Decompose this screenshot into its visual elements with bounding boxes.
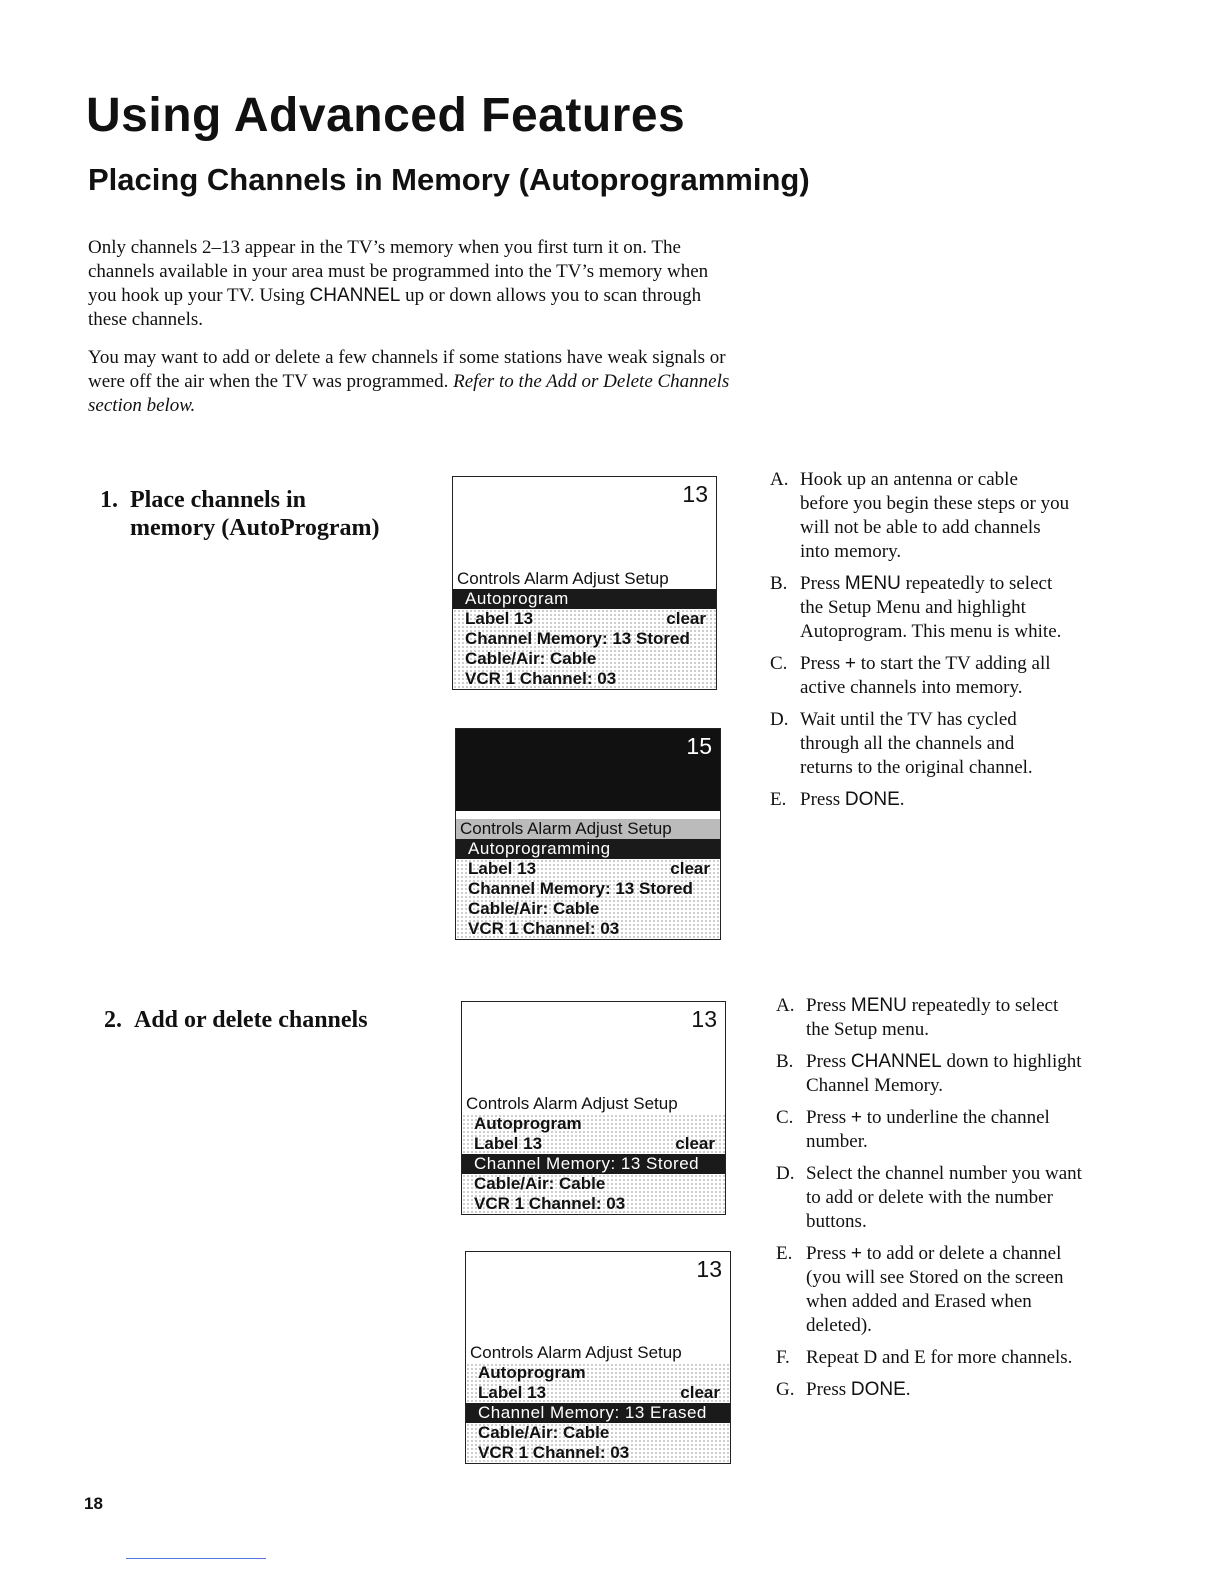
menu-item-highlighted: Channel Memory: 13 Erased [466, 1403, 730, 1423]
channel-number: 15 [686, 733, 712, 759]
menu-item-highlighted: Autoprogramming [456, 839, 720, 859]
menu-bar: Controls Alarm Adjust Setup [457, 569, 669, 588]
channel-number: 13 [696, 1256, 722, 1282]
menu-item-cable-air: Cable/Air: Cable [468, 899, 600, 918]
key-menu: MENU [850, 995, 907, 1016]
menu-item-highlighted: Channel Memory: 13 Stored [462, 1154, 725, 1174]
tv-screen-channel-erased [465, 1251, 731, 1464]
step-2-instructions [776, 994, 1086, 1410]
menu-item-highlighted: Autoprogram [453, 589, 716, 609]
key-menu: MENU [844, 573, 901, 594]
cross-reference: Refer to the Add or Delete Channels section below. [88, 371, 730, 416]
step-1-heading: 1. Place channels in memory (AutoProgram) [100, 487, 380, 541]
instruction-item: B. Press CHANNEL down to highlight Channel Memory. [776, 1051, 1082, 1096]
menu-item-vcr-channel: VCR 1 Channel: 03 [465, 669, 617, 688]
channel-number: 13 [682, 481, 708, 507]
menu-item-cable-air: Cable/Air: Cable [478, 1423, 610, 1442]
tv-screen-autoprogramming [455, 728, 721, 940]
tv-screen-autoprogram [452, 476, 717, 690]
instruction-item: A. Hook up an antenna or cable before you begin these steps or you will not be able to add channels into memory. [770, 469, 1070, 562]
menu-item-autoprogram: Autoprogram [478, 1363, 586, 1382]
instruction-item: E. Press + to add or delete a channel (you will see Stored on the screen when added and Erased when deleted). [776, 1243, 1064, 1336]
menu-bar: Controls Alarm Adjust Setup [470, 1343, 682, 1362]
key-channel: CHANNEL [309, 285, 401, 306]
menu-item-label: Label 13 clear [465, 609, 706, 628]
instruction-item: F. Repeat D and E for more channels. [776, 1347, 1073, 1368]
page-title: Using Advanced Features [86, 89, 686, 142]
menu-item-autoprogram: Autoprogram [474, 1114, 582, 1133]
channel-number: 13 [691, 1006, 717, 1032]
instruction-item: B. Press MENU repeatedly to select the Setup Menu and highlight Autoprogram. This menu is white. [770, 573, 1062, 642]
menu-item-channel-memory: Channel Memory: 13 Stored [468, 879, 693, 898]
instruction-item: C. Press + to start the TV adding all active channels into memory. [770, 653, 1051, 698]
instruction-item: E. Press DONE. [770, 789, 905, 810]
tv-screen-channel-stored [461, 1001, 726, 1215]
step-number: 1. [100, 487, 118, 513]
section-title: Placing Channels in Memory (Autoprogramming) [88, 162, 810, 197]
footer-rule [126, 1558, 266, 1559]
menu-item-cable-air: Cable/Air: Cable [465, 649, 597, 668]
menu-bar: Controls Alarm Adjust Setup [456, 819, 720, 839]
step-2-heading: 2. Add or delete channels [104, 1007, 368, 1033]
menu-item-channel-memory: Channel Memory: 13 Stored [465, 629, 690, 648]
menu-item-vcr-channel: VCR 1 Channel: 03 [474, 1194, 626, 1213]
menu-item-vcr-channel: VCR 1 Channel: 03 [468, 919, 620, 938]
dark-background [456, 729, 720, 811]
key-done: DONE [844, 789, 900, 810]
instruction-item: A. Press MENU repeatedly to select the Setup menu. [776, 995, 1059, 1040]
step-1-instructions [770, 468, 1070, 820]
menu-item-label: Label 13 clear [474, 1134, 715, 1153]
menu-item-label: Label 13 clear [478, 1383, 720, 1402]
intro-paragraph-2: You may want to add or delete a few channels if some stations have weak signals or were off the air when the TV was programmed. Refer to the Add or Delete Channels section below. [88, 347, 730, 416]
intro-paragraph-1: Only channels 2–13 appear in the TV’s memory when you first turn it on. The channels available in your area must be programmed into the TV’s memory when you hook up your TV. Using CHANNEL up or down allows you to scan through these channels. [88, 237, 709, 330]
page-number: 18 [84, 1494, 103, 1513]
instruction-item: C. Press + to underline the channel number. [776, 1107, 1050, 1152]
key-done: DONE [850, 1379, 906, 1400]
instruction-item: D. Wait until the TV has cycled through all the channels and returns to the original channel. [770, 709, 1033, 778]
menu-item-cable-air: Cable/Air: Cable [474, 1174, 606, 1193]
menu-bar: Controls Alarm Adjust Setup [466, 1094, 678, 1113]
key-plus: + [850, 1243, 862, 1264]
menu-item-label: Label 13 clear [468, 859, 710, 878]
instruction-item: D. Select the channel number you want to add or delete with the number buttons. [776, 1163, 1082, 1232]
key-plus: + [850, 1107, 862, 1128]
menu-item-vcr-channel: VCR 1 Channel: 03 [478, 1443, 630, 1462]
key-plus: + [844, 653, 856, 674]
step-number: 2. [104, 1007, 122, 1033]
instruction-item: G. Press DONE. [776, 1379, 911, 1400]
key-channel: CHANNEL [850, 1051, 942, 1072]
